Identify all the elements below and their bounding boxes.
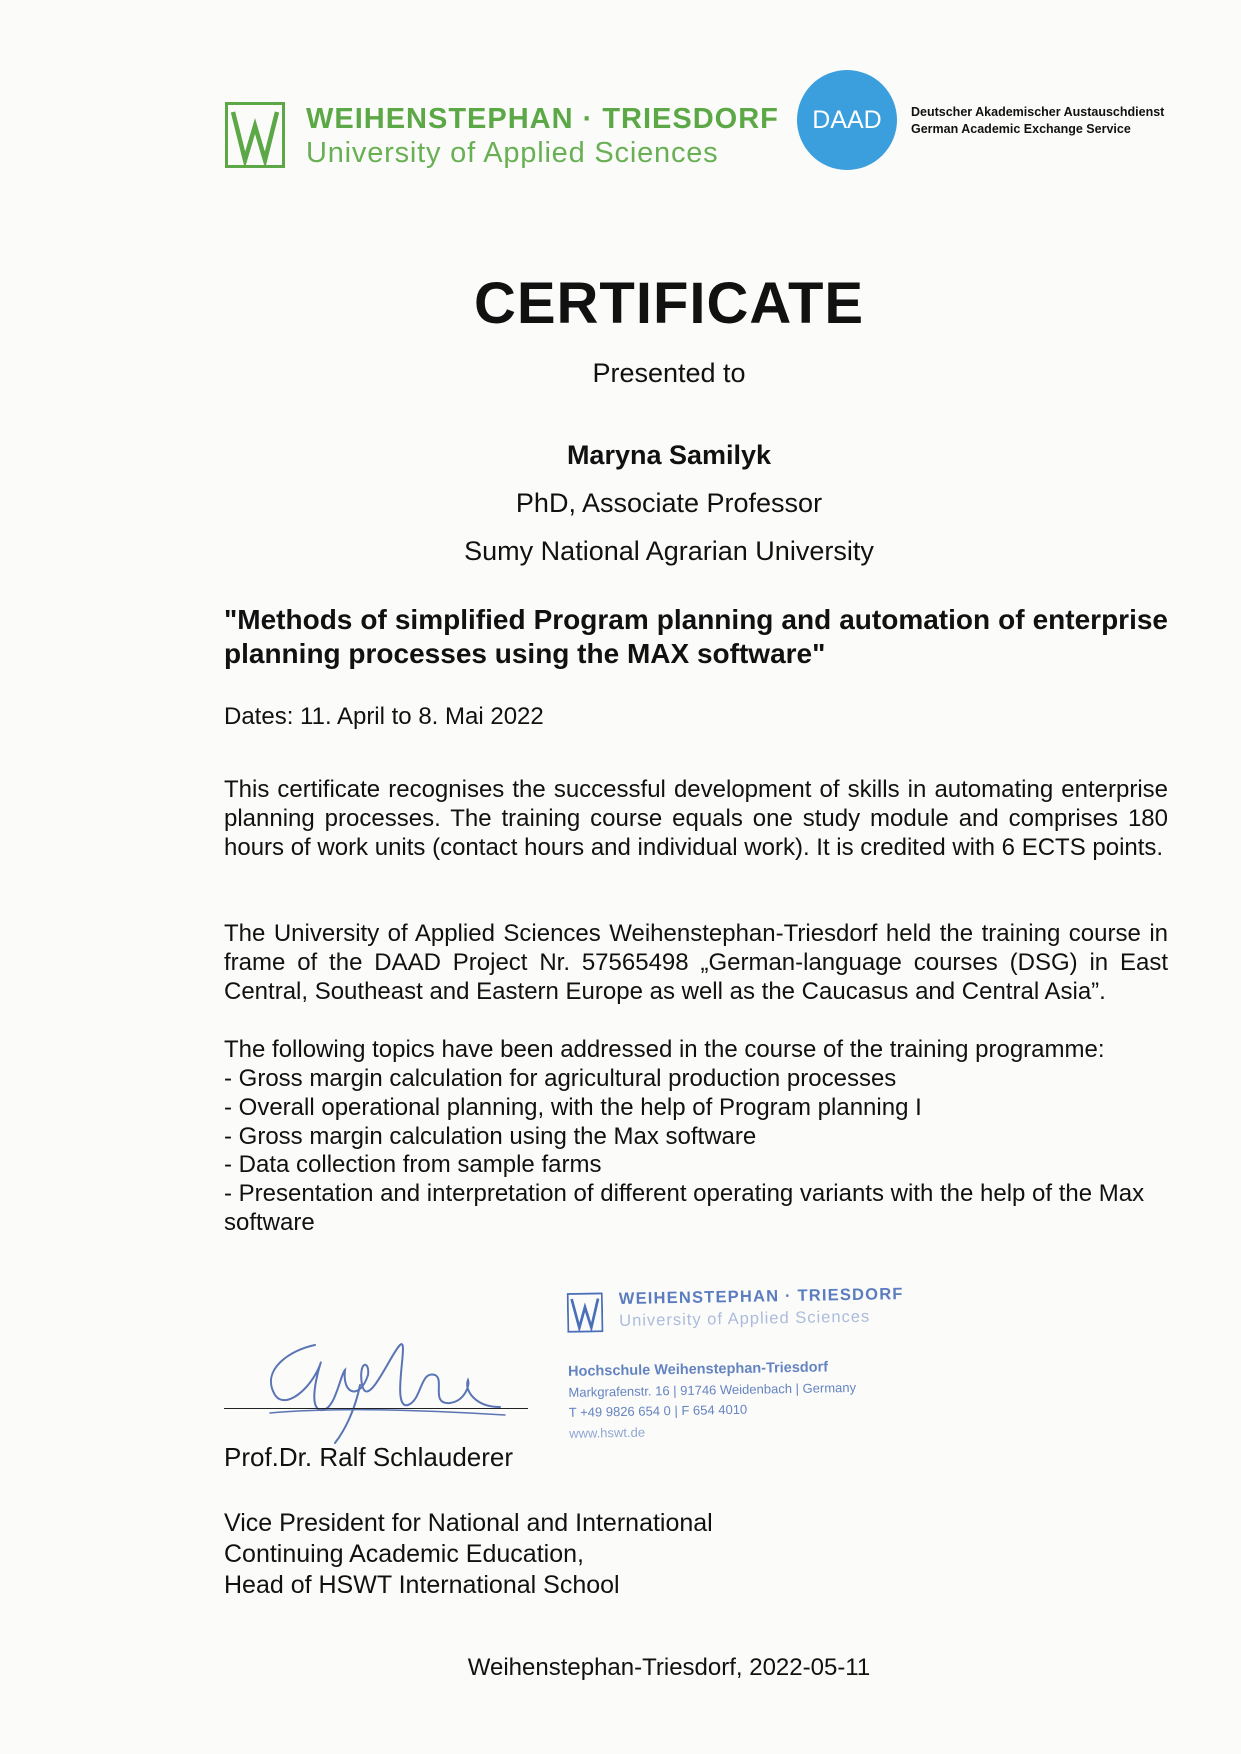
stamp-institution: Hochschule Weihenstephan-Triesdorf bbox=[567, 1359, 829, 1380]
recipient-institution: Sumy National Agrarian University bbox=[464, 536, 874, 566]
list-item: - Data collection from sample farms bbox=[224, 1151, 602, 1179]
recipient-title: PhD, Associate Professor bbox=[515, 488, 823, 518]
stamp-website: www.hswt.de bbox=[569, 1424, 646, 1441]
list-item: - Gross margin calculation using the Max software bbox=[224, 1122, 757, 1150]
signatory-role-line: Continuing Academic Education, bbox=[224, 1540, 584, 1568]
list-item: - Presentation and interpretation of different operating variants with the help of the Max software bbox=[224, 1180, 1145, 1236]
handwritten-signature-icon bbox=[250, 1315, 510, 1450]
signatory-role-line: Head of HSWT International School bbox=[224, 1571, 620, 1599]
university-subtitle: University of Applied Sciences bbox=[306, 137, 719, 169]
recognition-paragraph: This certificate recognises the successful development of skills in automating enterprise planning processes. The training course equals one study module and comprises 180 hours of work units (contact hours and individual work). It is credited with 6 ECTS points. bbox=[224, 776, 1168, 861]
university-stamp bbox=[564, 1277, 907, 1453]
signatory-role-line: Vice President for National and International bbox=[224, 1509, 713, 1537]
stamp-address: Markgrafenstr. 16 | 91746 Weidenbach | Germany bbox=[568, 1379, 857, 1400]
place-and-date: Weihenstephan-Triesdorf, 2022-05-11 bbox=[467, 1654, 871, 1681]
project-paragraph: The University of Applied Sciences Weihenstephan-Triesdorf held the training course in frame of the DAAD Project Nr. 57565498 „German-language courses (DSG) in East Central, Southeast and Eastern Europe as well as the Caucasus and Central Asia”. bbox=[224, 920, 1168, 1005]
signatory-name: Prof.Dr. Ralf Schlauderer bbox=[224, 1442, 514, 1472]
course-dates: Dates: 11. April to 8. Mai 2022 bbox=[224, 703, 544, 730]
signature-line bbox=[224, 1408, 528, 1409]
daad-badge-text: DAAD bbox=[812, 105, 882, 134]
certificate-title: CERTIFICATE bbox=[473, 271, 865, 336]
stamp-university-subtitle: University of Applied Sciences bbox=[619, 1307, 871, 1331]
topics-intro: The following topics have been addressed in the course of the training programme: bbox=[224, 1036, 1105, 1063]
stamp-university-name: WEIHENSTEPHAN · TRIESDORF bbox=[618, 1285, 904, 1309]
course-title: "Methods of simplified Program planning and automation of enterprise planning processes using the MAX software" bbox=[224, 604, 1168, 669]
recipient-name: Maryna Samilyk bbox=[566, 440, 772, 470]
signatory-roles bbox=[224, 1508, 713, 1601]
list-item: - Gross margin calculation for agricultural production processes bbox=[224, 1065, 897, 1092]
university-name: WEIHENSTEPHAN · TRIESDORF bbox=[306, 103, 779, 135]
stamp-logo-icon bbox=[567, 1292, 604, 1333]
daad-name-english: German Academic Exchange Service bbox=[911, 122, 1131, 136]
topics-list bbox=[224, 1065, 1168, 1238]
daad-logo-icon bbox=[797, 70, 897, 170]
daad-name-german: Deutscher Akademischer Austauschdienst bbox=[911, 105, 1165, 119]
presented-to-label: Presented to bbox=[592, 358, 746, 388]
stamp-phone: T +49 9826 654 0 | F 654 4010 bbox=[568, 1401, 748, 1420]
university-logo-icon bbox=[225, 102, 285, 168]
list-item: - Overall operational planning, with the help of Program planning I bbox=[224, 1093, 922, 1121]
